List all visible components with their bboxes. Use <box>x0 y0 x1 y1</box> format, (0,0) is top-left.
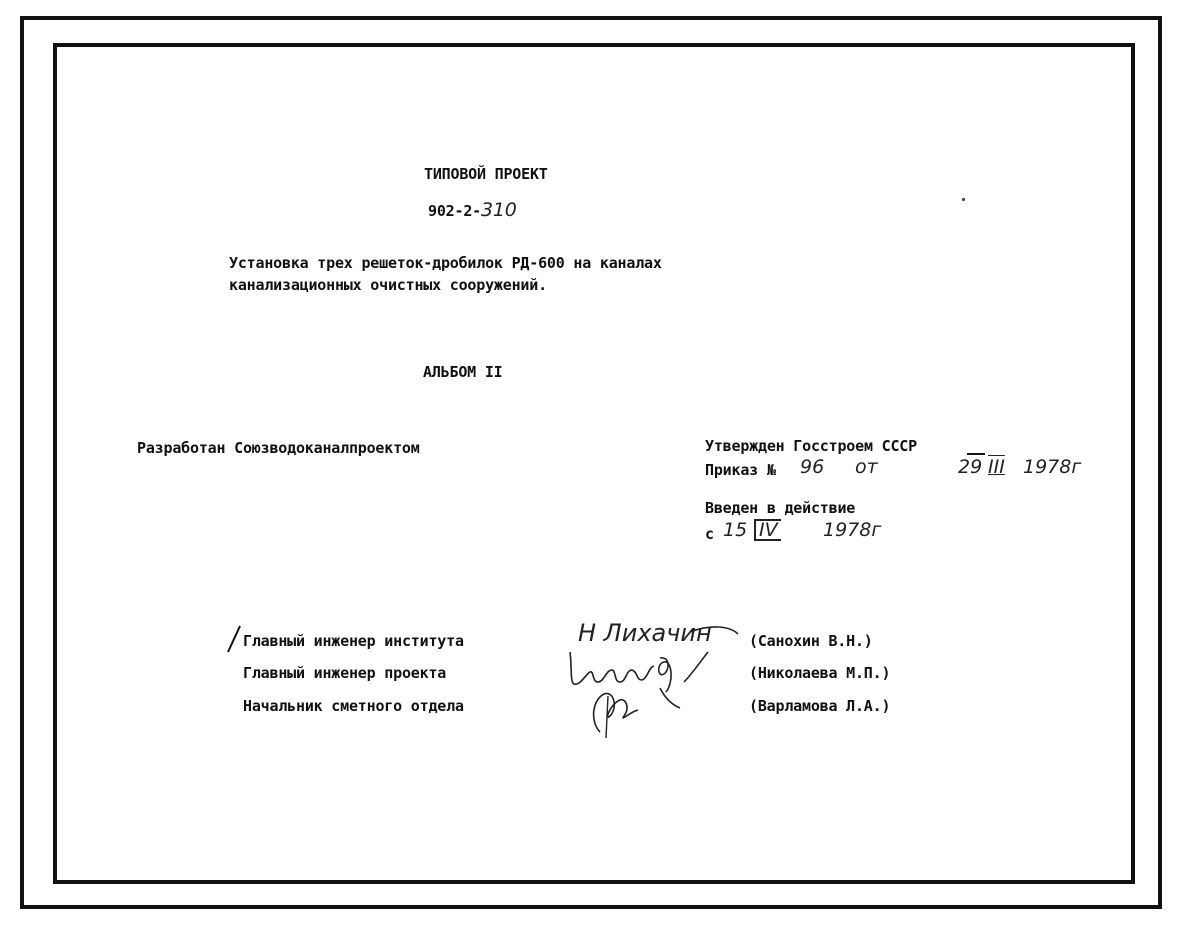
signatory-name-1: (Санохин В.Н.) <box>749 632 873 650</box>
signature-1: Н Лихачин <box>578 619 712 647</box>
stray-dot <box>962 198 965 201</box>
effective-prefix: с <box>705 525 714 543</box>
slash-mark <box>224 624 244 654</box>
signatory-name-2: (Николаева М.П.) <box>749 664 891 682</box>
signatory-role-2: Главный инженер проекта <box>243 664 447 682</box>
project-type-heading: ТИПОВОЙ ПРОЕКТ <box>424 165 548 183</box>
album-label: АЛЬБОМ II <box>423 363 503 381</box>
effective-year: 1978г <box>823 519 882 541</box>
underline-mark <box>967 453 985 455</box>
order-number: 96 <box>800 456 825 478</box>
signatory-name-3: (Варламова Л.А.) <box>749 697 891 715</box>
developer-line: Разработан Союзводоканалпроектом <box>137 439 420 457</box>
signature-scribbles <box>560 612 750 742</box>
effective-label: Введен в действие <box>705 499 856 517</box>
project-number-handwritten: 310 <box>481 199 517 221</box>
description-line-1: Установка трех решеток-дробилок РД-600 на каналах <box>229 254 662 272</box>
effective-day: 15 <box>723 519 748 541</box>
effective-month: IV <box>754 519 781 541</box>
signatory-role-3: Начальник сметного отдела <box>243 697 464 715</box>
order-label: Приказ № <box>705 461 776 479</box>
project-number-printed: 902-2- <box>428 202 481 220</box>
order-year: 1978г <box>1023 456 1082 478</box>
order-date: 29 <box>958 456 983 478</box>
approved-by: Утвержден Госстроем СССР <box>705 437 917 455</box>
description-line-2: канализационных очистных сооружений. <box>229 276 547 294</box>
signatory-role-1: Главный инженер института <box>243 632 464 650</box>
order-month: III <box>988 456 1005 478</box>
project-number <box>428 199 517 221</box>
order-from: от <box>855 456 878 478</box>
